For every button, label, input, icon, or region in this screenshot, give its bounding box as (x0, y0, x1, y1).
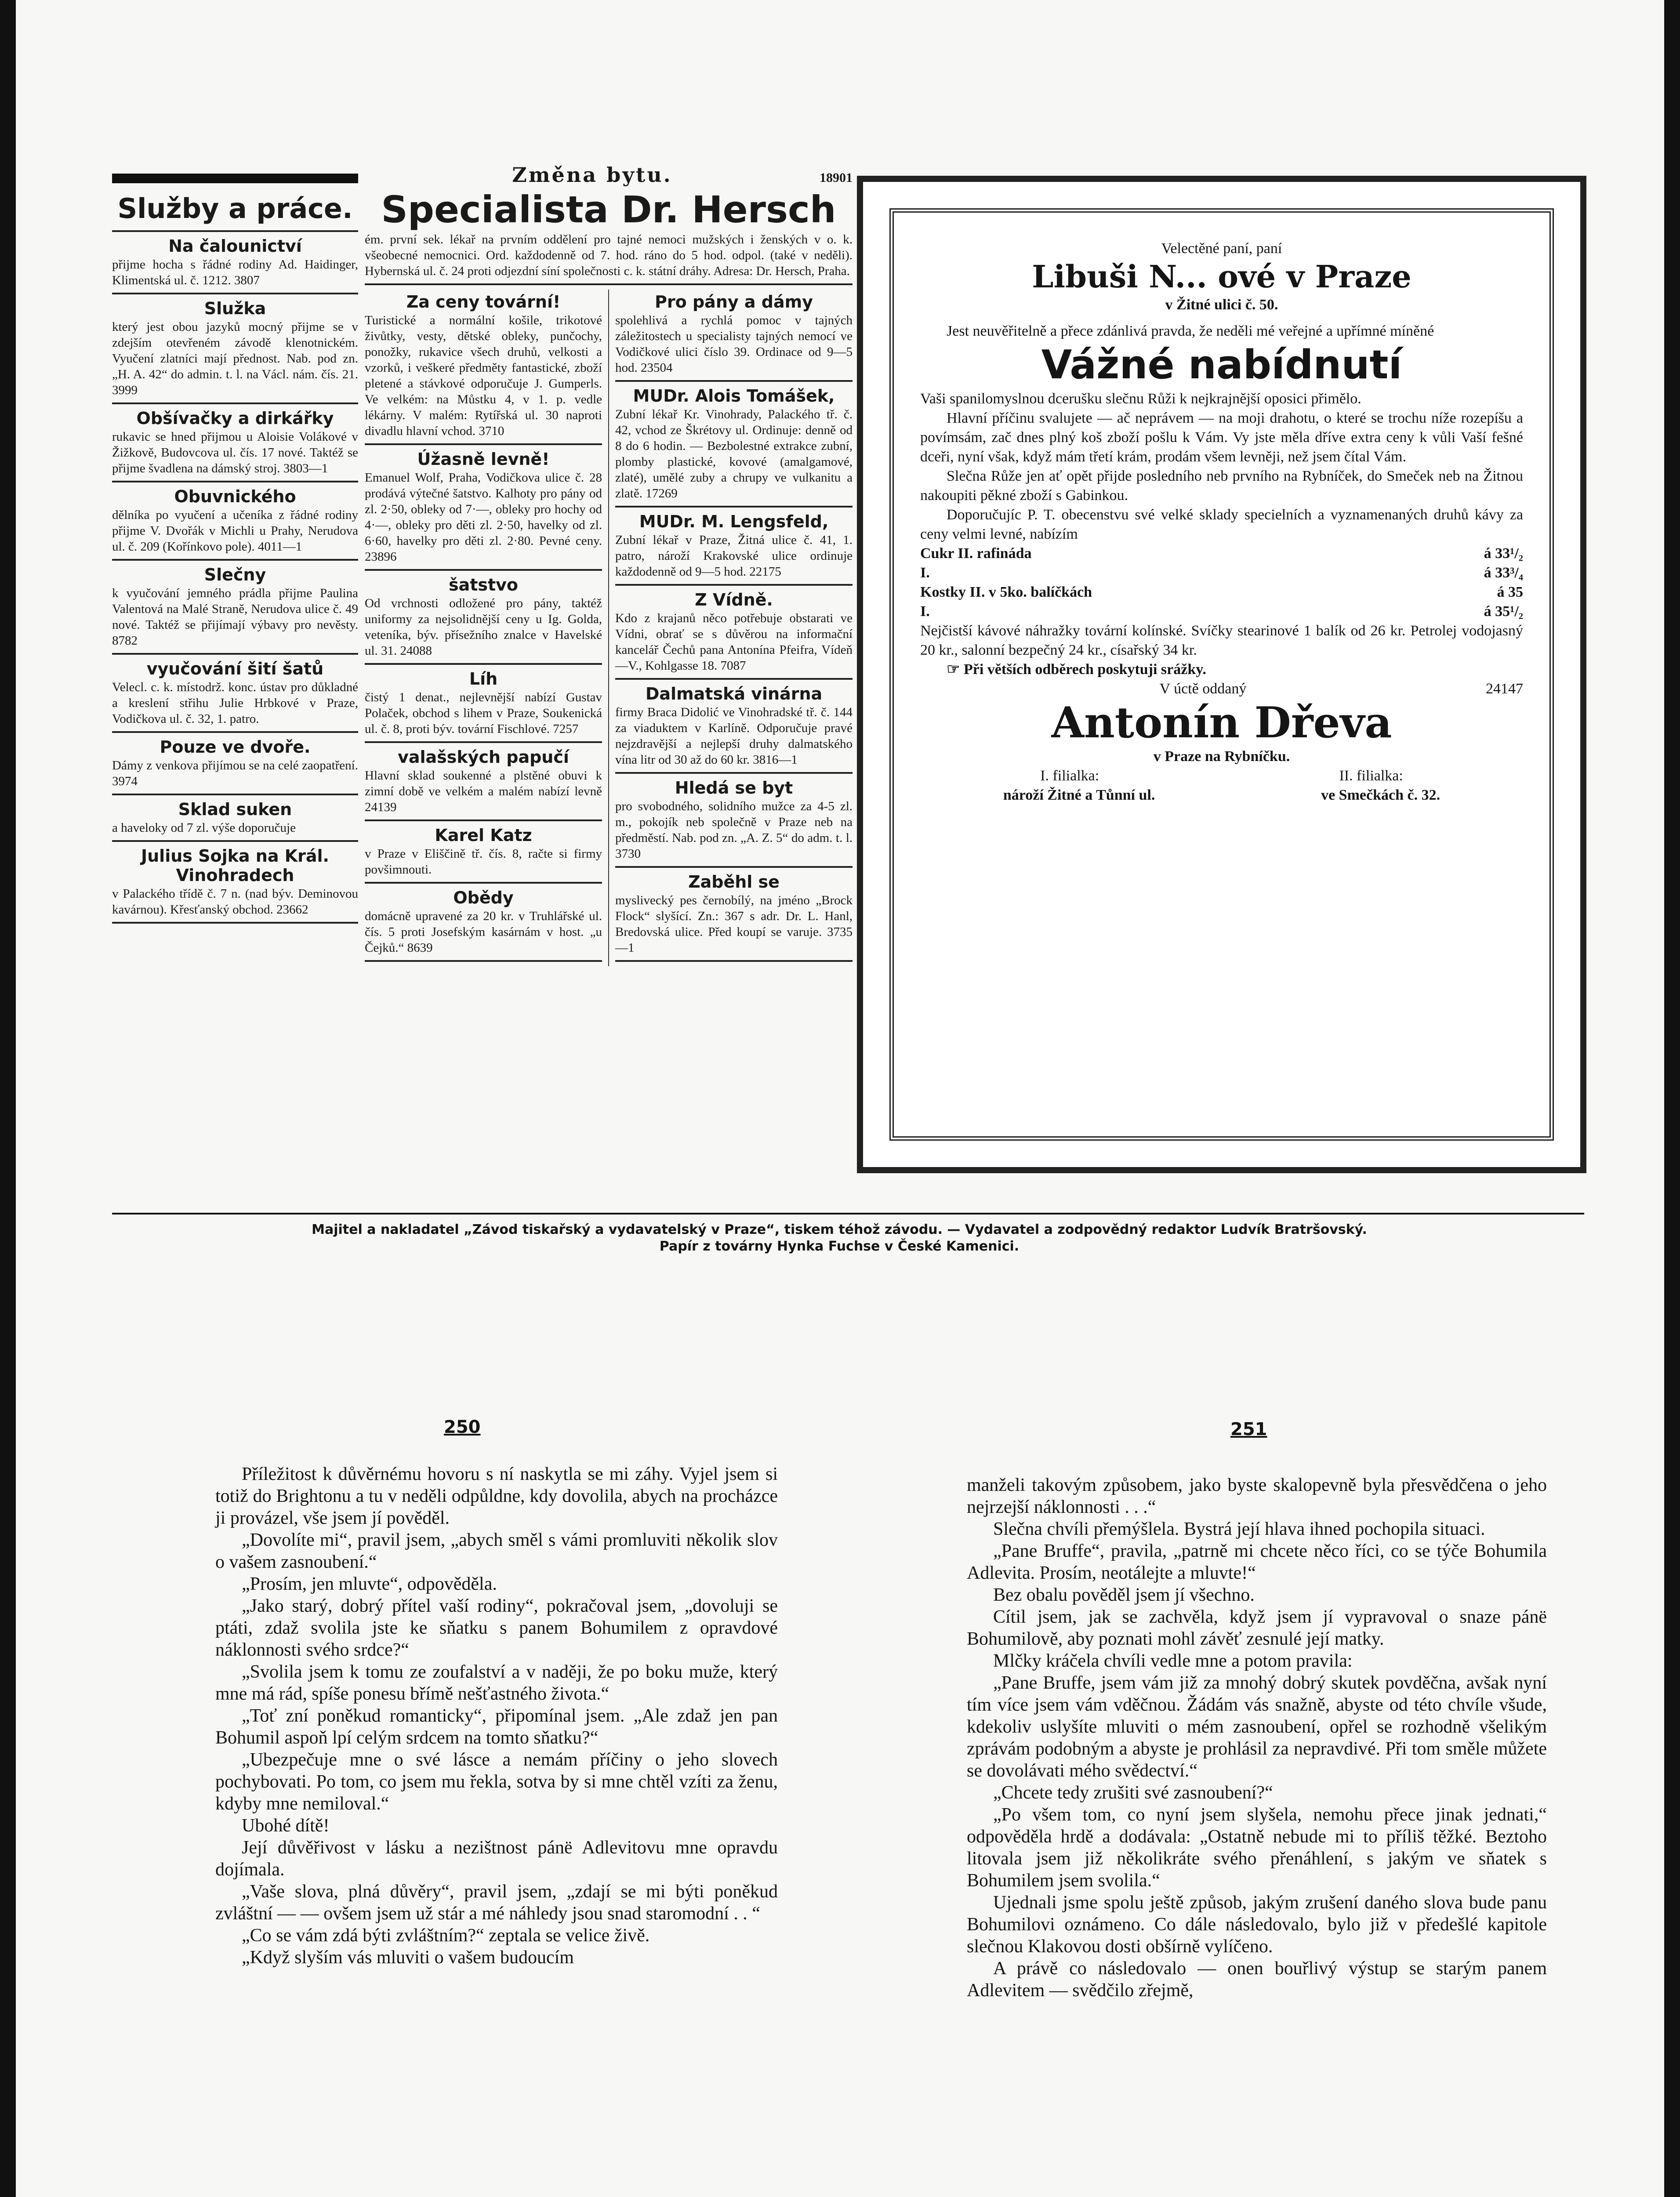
story-paragraph: „Pane Bruffe, jsem vám již za mnohý dobrý skutek povděčna, avšak nyní tím více jsem vám vděčnou. Žádám vás snažně, abyste od této chvíle všude, kdekoliv uslyšíte mluviti o mém zasnoubení, opřel se rozhodně všelikým zprávám podobným a abyste je prohlásil za nepravdivé. Při tom směle můžete se dovolávati mého svědectví.“ (967, 1673, 1547, 1781)
divider (112, 731, 358, 733)
advert-p6 (920, 660, 1523, 679)
advert-p1: Vaši spanilomyslnou dcerušku slečnu Růži k nejkrajnější oposici přimělo. (920, 391, 1361, 407)
page-number-left: 250 (444, 1417, 481, 1437)
ad-text: Turistické a normální košile, trikotové živůtky, vesty, dětské obleky, punčochy, ponožky, rukavice všech druhů, velkosti a vzorků, i veškeré předměty fantastické, zboží pletené a stávkové odporučuje J. Gumperls. Ve velkém: na Můstku 4, v 1. p. vedle lékárny. V malém: Rytířská ul. 30 naproti divadlu hlavní vchod. 3710 (365, 313, 602, 438)
price-row (920, 602, 1523, 621)
story-paragraph: Bez obalu pověděl jsem jí všechno. (993, 1585, 1255, 1605)
ad-text: Hlavní sklad soukenné a plstěné obuvi k zimní době ve velkém a malém nabízí levně 24139 (365, 769, 602, 814)
classified-ad (615, 872, 853, 962)
classified-ad (365, 575, 602, 665)
classified-ad (365, 747, 602, 821)
ad-title: šatstvo (448, 575, 519, 595)
classified-ad (112, 299, 358, 404)
ad-text: Zubní lékař v Praze, Žitná ulice č. 41, 1. patro, nároží Krakovské ulice ordinuje každodenně od 9—5 hod. 22175 (615, 533, 853, 579)
advert-p3: Slečna Růže jen ať opět přijde posledního neb prvního na Rybníček, do Smeček neb na Žitnou nakoupiti pěkné zboží s Gabinkou. (920, 468, 1523, 504)
ad-text: Zubní lékař Kr. Vinohrady, Palackého tř. č. 42, vchod ze Škrétovy ul. Ordinuje: denně od 8 do 6 hodin. — Bezbolestné extrakce zubní, plomby plastické, kovové (amalgamové, zlaté), umělé zuby a chrupy ve vulkanitu a zlatě. 17269 (615, 407, 853, 500)
divider (365, 443, 602, 445)
right-dark-border (1664, 0, 1680, 2197)
issue-number: 18901 (820, 170, 853, 185)
bottom-rule (112, 1213, 1584, 1215)
price-item: I. (920, 565, 930, 581)
price-row (920, 544, 1523, 563)
classified-ad (112, 800, 358, 842)
classified-ad (112, 846, 358, 924)
price-item: Cukr II. rafináda (920, 545, 1032, 562)
price-item: Kostky II. v 5ko. balíčkách (920, 584, 1092, 600)
price-value: á 33¹/₂ (1484, 545, 1523, 562)
ad-text: dělníka po vyučení a učeníka z řádné rodiny přijme V. Dvořák v Michli u Prahy, Nerudova ul. č. 209 (Kořínkovo pole). 4011—1 (112, 508, 358, 554)
classified-ad (615, 684, 853, 774)
classified-ad (615, 590, 853, 680)
ad-text: Od vrchnosti odložené pro pány, taktéž uniformy za nejsolidnější ceny u Ig. Golda, veteníka, býv. přísežního znalce v Havelské ul. 31. 24088 (365, 596, 602, 658)
ad-text: v Praze v Eliščině tř. čís. 8, račte si firmy povšimnouti. (365, 847, 602, 877)
story-paragraph: Cítil jsem, jak se zachvěla, když jsem jí vypravoval o snaze pánë Bohumilově, aby poznati mohl závěť zesnulé její matky. (967, 1607, 1547, 1649)
advert-p5: Nejčistší kávové náhražky tovární kolínské. Svíčky stearinové 1 balík od 26 kr. Petrolej vodojasný 20 kr., salonní bezpečný 24 kr., císařský 34 kr. (920, 623, 1523, 658)
divider (615, 506, 853, 508)
classified-ad (365, 292, 602, 445)
col2-list (365, 290, 602, 966)
top-rule (112, 174, 358, 183)
divider (615, 960, 853, 962)
story-paragraph: A právě co následovalo — onen bouřlivý výstup se starým panem Adlevitem — svědčilo zřejmě, (967, 1958, 1547, 2001)
hersch-text: ém. první sek. lékař na prvním oddělení pro tajné nemoci mužských i ženských v o. k. všeobecné nemocnici. Ord. každodenně od 7. hod. ráno do 5 hod. odpol. (také v neděli). Hybernská ul. č. 24 proti odjezdní síní společnosti c. k. státní dráhy. Adresa: Dr. Hersch, Praha. (365, 232, 853, 278)
divider (615, 772, 853, 774)
divider (112, 481, 358, 482)
ad-title: Obšívačky a dirkářky (136, 409, 334, 428)
ad-title: Pro pány a dámy (655, 292, 813, 312)
divider (365, 741, 602, 743)
story-paragraph: „Prosím, jen mluvte“, odpověděla. (242, 1574, 497, 1594)
ad-title: Zaběhl se (688, 872, 780, 892)
story-paragraph: „Pane Bruffe“, pravila, „patrně mi chcete něco říci, co se týče Bohumila Adlevita. Prosím, neotálejte a mluvte!“ (967, 1541, 1547, 1583)
advert-p2: Hlavní příčinu svalujete — ač neprávem — na moji drahotu, o které se trochu níže rozepíšu a povímsám, zač dnes plný koš zboží pošlu k Vám. Vy jste měla dříve extra ceny k vůli Vaší fešné dceři, nyní však, když mám třetí krám, prodám všem levněji, než jsem čítal Vám. (920, 410, 1523, 465)
divider (112, 293, 358, 294)
advert-inner (889, 208, 1554, 1141)
price-row (920, 583, 1523, 602)
divider (365, 819, 602, 821)
hersch-title: Specialista Dr. Hersch (381, 188, 836, 231)
ad-text: Emanuel Wolf, Praha, Vodičkova ulice č. 28 prodává výtečné šatstvo. Kalhoty pro pány od zl. 2·50, obleky od 7·—, obleky pro hochy od 4·—, obleky pro děti zl. 2·50, havelky od zl. 6·60, havelky pro děti zl. 2·80. Pevné ceny. 23896 (365, 471, 602, 564)
divider (615, 584, 853, 586)
story-paragraph: „Chcete tedy zrušiti své zasnoubení?“ (993, 1783, 1273, 1803)
classified-ad (365, 826, 602, 884)
ad-text: k vyučování jemného prádla přijme Paulina Valentová na Malé Straně, Nerudova ulice č. 49 nové. Taktéž se přijímají výbavy pro nevěsty. 8782 (112, 586, 358, 648)
pointing-hand-icon: ☞ (947, 661, 964, 678)
story-paragraph: „Toť zní poněkud romanticky“, připomínal jsem. „Ale zdaž jen pan Bohumil aspoň lpí celým srdcem na tomto sňatku?“ (215, 1706, 778, 1748)
ad-text: v Palackého třídě č. 7 n. (nad býv. Deminovou kavárnou). Křesťanský obchod. 23662 (112, 887, 358, 917)
story-paragraph: „Jako starý, dobrý přítel vaší rodiny“, pokračoval jsem, „dovoluji se ptáti, zdaž svolila jste ke sňatku s panem Bohumilem z opravdové náklonnosti svého srdce?“ (215, 1596, 778, 1660)
ad-text: Kdo z krajanů něco potřebuje obstarati ve Vídni, obrať se s důvěrou na informační kancelář Čechů pana Antonína Pfeifra, Vídeň—V., Kohlgasse 18. 7087 (615, 611, 853, 673)
ad-text: Dámy z venkova přijímou se na celé zaopatření. 3974 (112, 758, 358, 788)
left-dark-border (0, 0, 16, 2197)
ad-title: Pouze ve dvoře. (160, 737, 311, 757)
divider (365, 283, 853, 285)
advert-greeting: Velectěné paní, paní (1161, 240, 1282, 257)
ad-text: rukavic se hned přijmou u Aloisie Volákové v Žižkově, Budovcova ul. čís. 17 nové. Taktéž se přijme švadlena na dámský stroj. 3803—1 (112, 430, 358, 475)
divider (615, 866, 853, 868)
branch2-label: II. filialka: (1339, 768, 1403, 784)
story-paragraph: Ubohé dítě! (242, 1816, 330, 1836)
imprint-line1: Majitel a nakladatel „Závod tiskařský a vydavatelský v Praze“, tiskem téhož závodu. — Vydavatel a zodpovědný redaktor Ludvík Bratršovský. (312, 1222, 1367, 1237)
divider (615, 678, 853, 680)
story-paragraph: Její důvěřivost v lásku a nezištnost pánë Adlevitovu mne opravdu dojímala. (215, 1838, 778, 1880)
advert-address: v Žitné ulici č. 50. (1165, 297, 1278, 313)
price-list (920, 544, 1523, 621)
ad-text: domácně upravené za 20 kr. v Truhlářské ul. čís. 5 proti Josefským kasárnám v host. „u Čejků.“ 8639 (365, 909, 602, 955)
ad-title: Za ceny tovární! (406, 292, 561, 312)
story-paragraph: „Ubezpečuje mne o své lásce a nemám příčiny o jeho slovech pochybovati. Po tom, co jsem mu řekla, sotva by si mne chtěl vzíti za ženu, kdyby mne nemiloval.“ (215, 1750, 778, 1814)
advert-closing: V úctě oddaný (1159, 681, 1247, 697)
divider (365, 882, 602, 884)
ad-text: pro svobodného, solidního mužce za 4-5 zl. m., pokojík neb společně v Praze neb na předměstí. Nab. pod zn. „A. Z. 5“ do adm. t. l. 3730 (615, 799, 853, 861)
ad-title: Obuvnického (174, 487, 296, 506)
classified-ad (615, 386, 853, 508)
advert-recipient: Libuši N... ové v Praze (1032, 258, 1411, 295)
ad-title: Slečny (204, 565, 266, 584)
classified-ad (615, 292, 853, 382)
col3-list (615, 290, 853, 966)
ad-text: Velecl. c. k. místodrž. konc. ústav pro důkladné a kreslení střihu Julie Hrbkové v Praze, Vodičkova ul. č. 32, 1. patro. (112, 680, 358, 726)
ads-heading: Služby a práce. (117, 192, 353, 225)
divider (112, 794, 358, 795)
advert-intro: Jest neuvěřitelně a přece zdánlivá pravda, že neděli mé veřejné a upřímné míněné (947, 323, 1434, 339)
branch1-address: nároží Žitné a Tůnní ul. (1003, 787, 1155, 803)
advert-location: v Praze na Rybníčku. (1153, 748, 1290, 765)
ad-title: Líh (469, 669, 498, 689)
ad-title: Obědy (453, 888, 514, 907)
ad-text: firmy Braca Didolić ve Vinohradské tř. č. 144 za viaduktem v Karlíně. Odporučuje pravé nejzdravější a nejlepší druhy dalmatského vína litr od 30 až do 60 kr. 3816—1 (615, 705, 853, 767)
discount-text: Při větších odběrech poskytuji srážky. (963, 661, 1206, 678)
classified-ad (365, 888, 602, 962)
ad-title: vyučování šití šatů (146, 659, 324, 678)
divider (112, 840, 358, 842)
story-paragraph: Mlčky kráčela chvíli vedle mne a potom pravila: (993, 1651, 1353, 1671)
change-heading: Změna bytu. (512, 163, 672, 187)
divider (112, 230, 358, 232)
story-paragraph: manželi takovým způsobem, jako byste skalopevně byla přesvědčena o jeho nejrzejší náklonnosti . . .“ (967, 1475, 1547, 1517)
ad-title: MUDr. M. Lengsfeld, (639, 512, 829, 531)
branch1-label: I. filialka: (1040, 768, 1099, 784)
column-rule (608, 290, 609, 966)
ad-title: Hledá se byt (675, 778, 793, 798)
ad-text: čistý 1 denat., nejlevnější nabízí Gustav Polaček, obchod s lihem v Praze, Soukenická ul. č. 8, proti býv. tovární Fischlové. 7257 (365, 690, 602, 736)
advert-signature: Antonín Dřeva (1051, 698, 1392, 747)
story-left-column (215, 1463, 778, 1969)
classified-ad (112, 236, 358, 294)
ad-title: Na čalounictví (168, 236, 302, 256)
story-paragraph: „Co se vám zdá býti zvláštním?“ zeptala se velice živě. (242, 1925, 650, 1946)
imprint (114, 1222, 1564, 1255)
ads-column-1 (112, 189, 358, 928)
classified-ad (112, 565, 358, 655)
divider (112, 559, 358, 561)
story-paragraph: „Vaše slova, plná důvěry“, pravil jsem, „zdají se mi býti poněkud zvláštní — — ovšem jsem už stár a mé náhledy jsou snad staromodní . . “ (215, 1882, 778, 1924)
antonin-dreva-advert (857, 176, 1586, 1173)
ad-title: Karel Katz (435, 826, 532, 845)
ads-column-2 (365, 163, 853, 966)
ad-title: valašských papučí (398, 747, 569, 767)
story-paragraph: „Po všem tom, co nyní jsem slyšela, nemohu přece jinak jednati,“ odpověděla hrdě a dodávala: „Ostatně nebude mi to příliš těžké. Beztoho litovala jsem již několikráte svého přenáhlení, s jakým ve sňatek s Bohumilem jsem svolila.“ (967, 1805, 1547, 1891)
divider (615, 380, 853, 382)
story-right-column (967, 1474, 1547, 2001)
advert-p4: Doporučujíc P. T. obecenstvu své velké sklady specielních a vyznamenaných druhů kávy za ceny velmi levné, nabízím (920, 507, 1523, 542)
page-number-right: 251 (1230, 1419, 1267, 1439)
branch2-address: ve Smečkách č. 32. (1321, 787, 1441, 803)
divider (365, 569, 602, 571)
advert-number: 24147 (1486, 681, 1523, 697)
price-value: á 35 (1497, 584, 1523, 600)
classified-ad (112, 737, 358, 795)
imprint-line2: Papír z továrny Hynka Fuchse v České Kamenici. (659, 1239, 1020, 1254)
ad-title: Z Vídně. (695, 590, 773, 609)
story-paragraph: „Svolila jsem k tomu ze zoufalství a v naději, že po boku muže, který mne má rád, spíše ponesu břímě nešťastného života.“ (215, 1662, 778, 1704)
price-value: á 35¹/₂ (1484, 603, 1523, 620)
price-row (920, 563, 1523, 583)
ad-title: MUDr. Alois Tomášek, (633, 386, 835, 406)
story-paragraph: „Dovolíte mi“, pravil jsem, „abych směl s vámi promluviti několik slov o vašem zasnoubení.“ (215, 1530, 778, 1572)
ad-title: Úžasně levně! (417, 450, 550, 469)
classified-ad (365, 669, 602, 743)
divider (112, 922, 358, 924)
classified-ad (112, 659, 358, 733)
ad-title: Julius Sojka na Král. Vinohradech (141, 846, 329, 885)
col1-list (112, 236, 358, 924)
classified-ad (365, 450, 602, 571)
divider (112, 402, 358, 404)
story-paragraph: „Když slyším vás mluviti o vašem budoucím (242, 1947, 574, 1968)
classified-ad (112, 409, 358, 482)
ad-title: Sklad suken (178, 800, 292, 819)
story-paragraph: Příležitost k důvěrnému hovoru s ní naskytla se mi záhy. Vyjel jsem si totiž do Brightonu a tu v neděli odpůldne, kdy dovolila, abych na procházce ji provázel, vše jsem jí pověděl. (215, 1464, 778, 1528)
divider (365, 663, 602, 665)
ad-text: myslivecký pes černobílý, na jméno „Brock Flock“ slyšící. Zn.: 367 s adr. Dr. L. Hanl, Bredovská ulice. Před koupí se varuje. 3735—1 (615, 893, 853, 955)
ad-title: Dalmatská vinárna (645, 684, 823, 703)
price-item: I. (920, 603, 930, 620)
story-paragraph: Slečna chvíli přemýšlela. Bystrá její hlava ihned pochopila situaci. (993, 1519, 1485, 1539)
ad-text: přijme hocha s řádné rodiny Ad. Haidinger, Klimentská ul. č. 1212. 3807 (112, 257, 358, 287)
ad-text: který jest obou jazyků mocný přijme se v zdejším otevřeném závodě klenotnickém. Vyučení zlatníci mají přednost. Nab. pod zn. „H. A. 42“ do admin. t. l. na Václ. nám. čís. 21. 3999 (112, 320, 358, 397)
ad-text: spolehlivá a rychlá pomoc v tajných záležitostech u specialisty tajných nemocí ve Vodičkové ulici číslo 39. Ordinace od 9—5 hod. 23504 (615, 313, 853, 375)
story-paragraph: Ujednali jsme spolu ještě způsob, jakým zrušení daného slova bude panu Bohumilovi oznámeno. Co dále následovalo, bylo již v předešlé kapitole slečnou Klakovou dosti obšírně vylíčeno. (967, 1892, 1547, 1957)
classified-ad (615, 778, 853, 868)
classified-ad (112, 487, 358, 561)
ad-title: Služka (204, 299, 266, 318)
divider (112, 653, 358, 655)
advert-headline: Vážné nabídnutí (1041, 342, 1402, 388)
classified-ad (615, 512, 853, 586)
price-value: á 33³/₄ (1484, 565, 1523, 581)
ad-text: a haveloky od 7 zl. výše doporučuje (112, 821, 296, 835)
divider (365, 960, 602, 962)
